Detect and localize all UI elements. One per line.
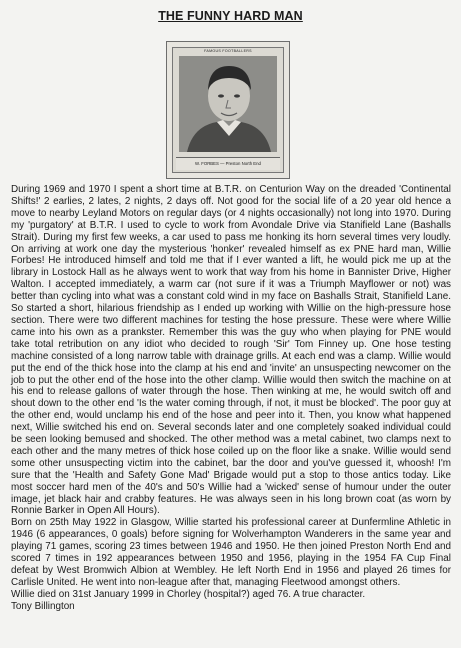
footballer-card — [166, 41, 290, 179]
paragraph-anecdote: During 1969 and 1970 I spent a short time at B.T.R. on Centurion Way on the dreaded 'Continental Shifts!' 2 earlies, 2 lates, 2 nights, 2 days off. Not good for the social life of a 20 year old hence a move to nearby Leyland Motors on regular days (or 4 nights occasionally) not long into 1970. During my 'purgatory' at B.T.R. I used to cycle to work from Avondale Drive via Stanifield Lane (Bashalls Strait). During my first few weeks, a car used to pass me honking its horn several times very loudly. On arriving at work one day the mysterious 'honker' revealed himself as ex PNE hard man, Willie Forbes! He introduced himself and told me that if I ever wanted a lift, he would pick me up at the library in Lostock Hall as he always went to work that way from his home in Bannister Drive, Higher Walton. I accepted immediately, a warm car (not sure if it was a Triumph Mayflower or not) was better than cycling into what was a constant cold wind in my face on Bashalls Strait, Stanifield Lane. So started a short, hilarious friendship as I ended up working with Willie on the high-pressure hose section. There were two different machines for testing the hose pressure. These were where Willie came into his own as a prankster. Remember this was the guy who when playing for PNE would take total retribution on any idiot who decided to rough 'Sir' Tom Finney up. One hose testing machine consisted of a long narrow table with drainage grills. At each end was a clamp. Willie would put the end of the thick hose into the clamp at his end and 'invite' an unsuspecting newcomer on the job to put the other end of the hose into the other clamp. Willie would then switch the machine on at his end to release gallons of water through the hose. Then winking at me, he would switch off and shout down to the other end 'Is the water coming through, if not, it must be blocked'. The poor guy at the other end, would unclamp his end of the hose and peer into it. Then, you know what happened next, Willie switched his end on. Several seconds later and one completely soaked individual could be seen looking bemused and shocked. The other method was a metal cabinet, two clamps next to each other and the many metres of thick hose coiled up on the floor like a snake. Willie would send some other unsuspecting victim into the cabinet, bar the door and you've guessed it, whoosh! I'm sure that the 'Health and Safety Gone Mad' Brigade would put a stop to those antics today. Like most soccer hard men of the 40's and 50's Willie had a 'wicked' sense of humour under the outer image, jet black hair and crabby features. He was always seen in his long brown coat (as worn by Ronnie Barker in Open All Hours). — [11, 184, 451, 517]
page-title: THE FUNNY HARD MAN — [158, 9, 303, 23]
card-frame — [172, 47, 284, 173]
article-body — [11, 184, 451, 613]
card-header: FAMOUS FOOTBALLERS — [204, 49, 252, 53]
paragraph-career: Born on 25th May 1922 in Glasgow, Willie started his professional career at Dunfermline Athletic in 1946 (6 appearances, 0 goals) before signing for Wolverhampton Wanderers in the same year and playing 71 games, scoring 23 times between 1946 and 1950. He then joined Preston North End and scored 7 times in 192 appearances between 1950 and 1956, playing in the 1954 FA Cup Final defeat by West Bromwich Albion at Wembley. He left North End in 1956 and played 26 times for Carlisle United. He went into non-league after that, managing Fleetwood amongst others. — [11, 517, 451, 588]
card-caption: W. FORBES — Preston North End — [176, 157, 280, 170]
author-signature: Tony Billington — [11, 600, 75, 612]
player-photo — [179, 56, 277, 152]
player-portrait — [179, 56, 277, 152]
paragraph-death: Willie died on 31st January 1999 in Chorley (hospital?) aged 76. A true character. — [11, 588, 366, 600]
